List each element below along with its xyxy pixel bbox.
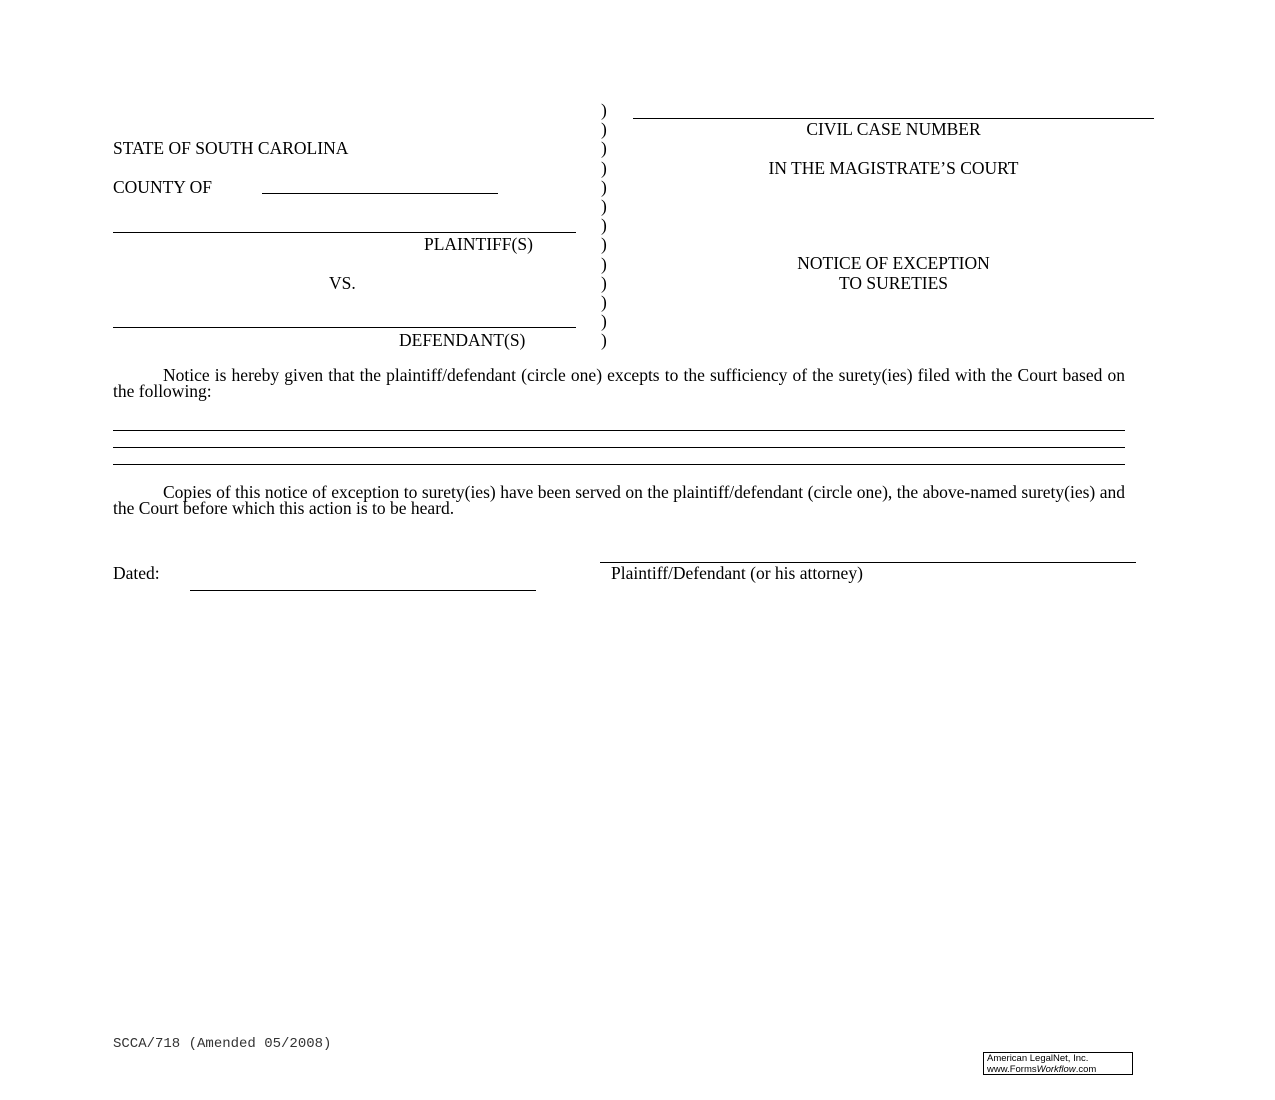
state-label: STATE OF SOUTH CAROLINA	[113, 138, 349, 158]
plaintiff-name-field[interactable]	[113, 232, 576, 233]
reason-line-2[interactable]	[113, 447, 1125, 448]
case-number-label: CIVIL CASE NUMBER	[806, 119, 981, 139]
caption-paren: )	[601, 330, 607, 351]
document-title-line1: NOTICE OF EXCEPTION	[797, 253, 990, 273]
reason-line-3[interactable]	[113, 464, 1125, 465]
caption-paren: )	[601, 253, 607, 274]
caption-paren: )	[601, 157, 607, 178]
caption-paren: )	[601, 176, 607, 197]
url-italic: Workflow	[1036, 1063, 1076, 1075]
date-field[interactable]	[190, 590, 536, 591]
caption-paren: )	[601, 234, 607, 255]
defendant-name-field[interactable]	[113, 327, 576, 328]
court-label: IN THE MAGISTRATE’S COURT	[768, 158, 1019, 178]
caption-paren: )	[601, 311, 607, 332]
notice-paragraph: Notice is hereby given that the plaintiff/defendant (circle one) excepts to the sufficiency of the surety(ies) filed with the Court based on the following:	[113, 365, 1125, 401]
copies-paragraph: Copies of this notice of exception to surety(ies) have been served on the plaintiff/defendant (circle one), the above-named surety(ies) and the Court before which this action is to be heard.	[113, 482, 1125, 518]
county-label: COUNTY OF	[113, 177, 213, 197]
caption-paren: )	[601, 100, 607, 120]
county-field[interactable]	[262, 193, 498, 194]
url-suffix: .com	[1075, 1063, 1097, 1075]
caption-paren: )	[601, 196, 607, 216]
defendant-label: DEFENDANT(S)	[399, 330, 526, 350]
caption-paren: )	[601, 272, 607, 293]
reason-line-1[interactable]	[113, 430, 1125, 431]
plaintiff-label: PLAINTIFF(S)	[424, 234, 533, 254]
caption-paren: )	[601, 138, 607, 159]
form-id: SCCA/718 (Amended 05/2008)	[113, 1036, 332, 1052]
url-prefix: www.Forms	[987, 1063, 1037, 1075]
dated-label: Dated:	[113, 563, 160, 583]
document-title-line2: TO SURETIES	[838, 273, 949, 293]
vs-label: VS.	[329, 273, 356, 293]
publisher-url	[987, 1065, 1129, 1076]
signer-label: Plaintiff/Defendant (or his attorney)	[611, 563, 863, 583]
publisher-badge	[983, 1052, 1133, 1075]
caption-paren: )	[601, 215, 607, 236]
caption-paren: )	[601, 119, 607, 140]
publisher-name: American LegalNet, Inc.	[987, 1053, 1089, 1064]
caption-paren: )	[601, 292, 607, 312]
